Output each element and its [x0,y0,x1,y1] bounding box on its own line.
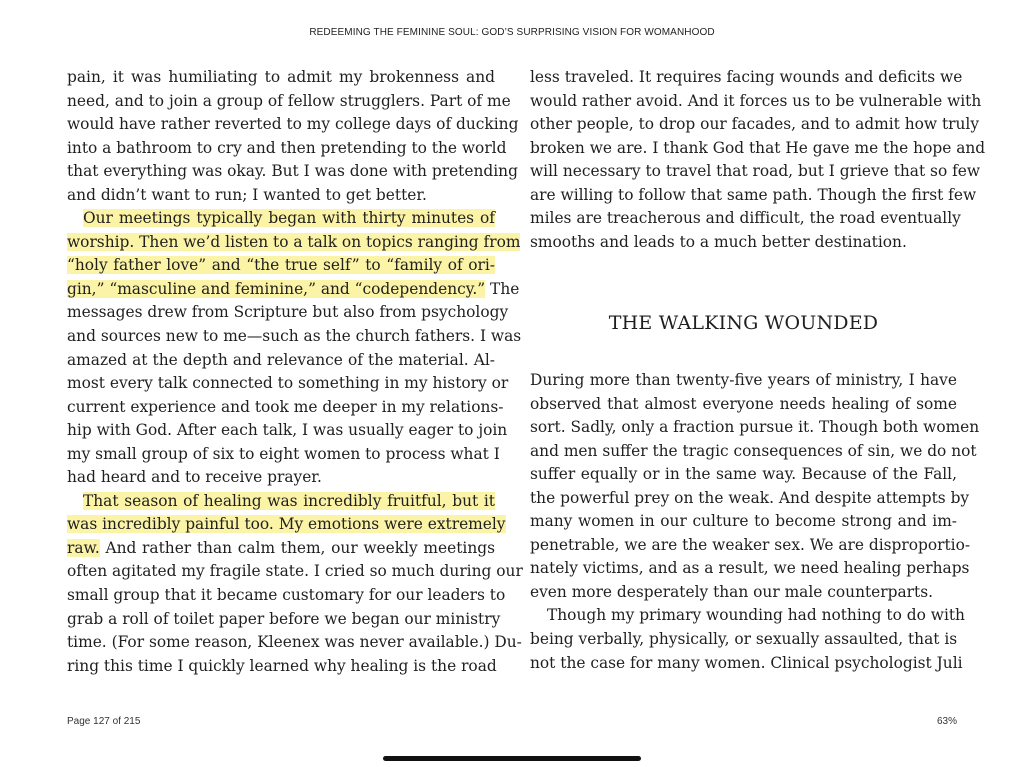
text-line: observed that almost everyone needs healing of some [530,394,957,413]
text-line: miles are treacherous and difficult, the road eventually [530,209,961,228]
text-line: often agitated my fragile state. I cried so much during our [67,562,523,581]
text-fragment: The [485,279,520,298]
highlight[interactable]: was incredibly painful too. My emotions were extremely [67,515,506,534]
text-line: and sources new to me—such as the church fathers. I was [67,327,522,346]
highlight[interactable]: “holy father love” and “the true self” to “family of ori- [67,256,495,275]
text-line: grab a roll of toilet paper before we began our ministry [67,609,501,628]
text-line: had heard and to receive prayer. [67,468,322,487]
text-line: nately victims, and as a result, we need healing perhaps [530,559,970,578]
text-line: many women in our culture to become strong and im- [530,512,957,531]
text-line: small group that it became customary for our leaders to [67,586,506,605]
text-line: most every talk connected to something in my history or [67,374,509,393]
book-title: REDEEMING THE FEMININE SOUL: GOD’S SURPRISING VISION FOR WOMANHOOD [309,27,715,38]
text-line: and didn’t want to run; I wanted to get better. [67,185,427,204]
highlighted-line[interactable] [67,254,495,278]
text-line: being verbally, physically, or sexually assaulted, that is [530,630,958,649]
highlight[interactable]: That season of healing was incredibly fruitful, but it [83,491,495,510]
text-line: ring this time I quickly learned why healing is the road [67,656,497,675]
text-line: current experience and took me deeper in my relations- [67,397,504,416]
page-number: Page 127 of 215 [67,716,141,727]
text-line: the powerful prey on the weak. And despite attempts by [530,488,970,507]
text-line: sort. Sadly, only a fraction pursue it. Though both women [530,418,980,437]
text-line: would have rather reverted to my college days of ducking [67,115,519,134]
highlighted-line[interactable] [67,537,495,561]
text-line: and men suffer the tragic consequences of sin, we do not [530,441,977,460]
text-line: would rather avoid. And it forces us to be vulnerable with [530,91,982,110]
text-line: will necessary to travel that road, but I grieve that so few [530,162,981,181]
text-line: my small group of six to eight women to process what I [67,444,500,463]
reading-progress: 63% [936,716,957,727]
text-line: penetrable, we are the weaker sex. We are disproportio- [530,535,971,554]
text-line: suffer equally or in the same way. Because of the Fall, [530,465,957,484]
text-fragment: And rather than calm them, our weekly meetings [99,538,495,557]
text-line: pain, it was humiliating to admit my brokenness and [67,68,495,86]
text-line: need, and to join a group of fellow strugglers. Part of me [67,91,511,110]
highlighted-line[interactable] [67,231,521,255]
text-line: time. (For some reason, Kleenex was never available.) Du- [67,633,522,652]
highlighted-line[interactable] [67,513,506,537]
highlighted-line[interactable] [67,278,520,302]
text-line: that everything was okay. But I was done with pretending [67,162,518,181]
text-line: amazed at the depth and relevance of the material. Al- [67,350,495,369]
text-line: hip with God. After each talk, I was usually eager to join [67,421,508,440]
home-indicator-bar[interactable] [383,756,641,761]
section-heading: THE WALKING WOUNDED [608,312,879,334]
text-line: even more desperately than our male counterparts. [530,582,934,601]
highlighted-line[interactable] [67,207,495,231]
right-text-column-bottom [530,369,980,675]
highlight[interactable]: raw. [67,538,100,557]
text-line: During more than twenty-five years of ministry, I have [530,371,957,389]
text-line: into a bathroom to cry and then pretending to the world [67,138,507,157]
highlight[interactable]: gin,” “masculine and feminine,” and “codependency.” [67,279,486,298]
highlighted-line[interactable] [67,490,495,514]
text-line: not the case for many women. Clinical psychologist Juli [530,653,963,672]
text-line: smooths and leads to a much better destination. [530,232,907,251]
highlight[interactable]: worship. Then we’d listen to a talk on topics ranging from [67,232,521,251]
highlight[interactable]: Our meetings typically began with thirty minutes of [83,209,495,228]
text-line: Though my primary wounding had nothing to do with [547,606,965,625]
text-line: are willing to follow that same path. Though the first few [530,185,977,204]
text-line: other people, to drop our facades, and to admit how truly [530,115,980,134]
text-line: broken we are. I thank God that He gave me the hope and [530,138,986,157]
text-line: less traveled. It requires facing wounds and deficits we [530,68,963,86]
right-text-column-top [530,66,986,254]
left-text-column [67,66,523,678]
text-line: messages drew from Scripture but also from psychology [67,303,509,322]
